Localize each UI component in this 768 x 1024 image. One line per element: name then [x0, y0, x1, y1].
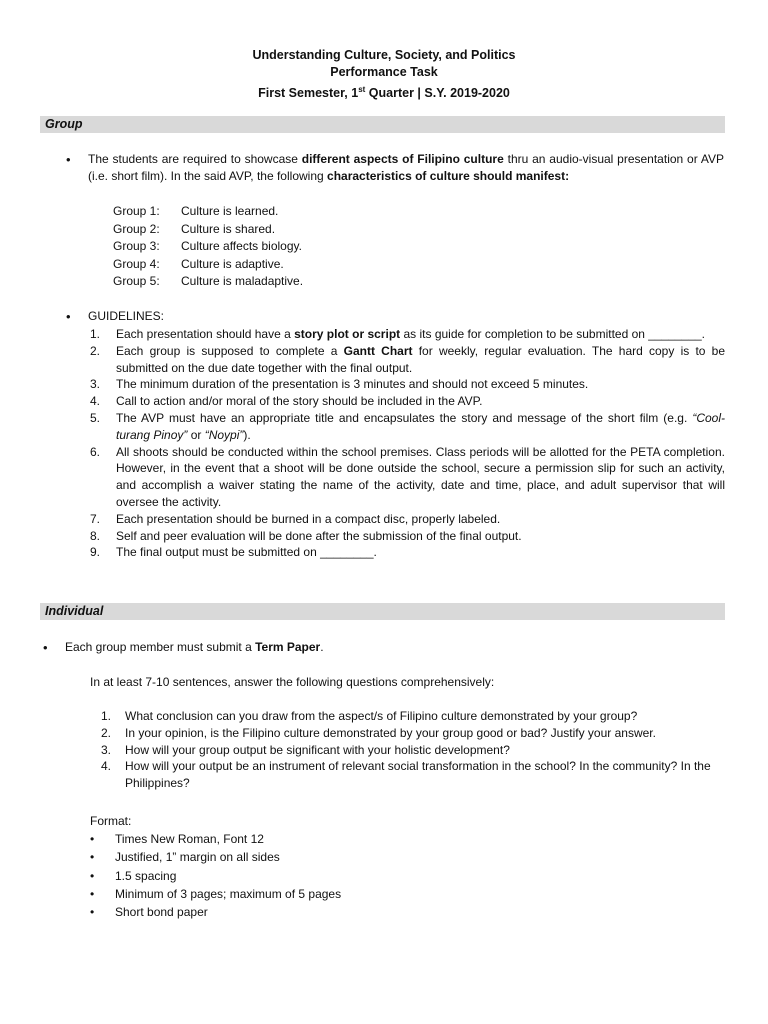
list-item: • Minimum of 3 pages; maximum of 5 pages	[90, 885, 341, 903]
list-item: 7. Each presentation should be burned in a compact disc, properly labeled.	[90, 511, 501, 526]
list-item: 2. In your opinion, is the Filipino culture demonstrated by your group good or bad? Justify your answer.	[101, 725, 656, 740]
list-item: Group 1: Culture is learned.	[113, 204, 279, 218]
list-item: Group 2: Culture is shared.	[113, 221, 276, 236]
list-item: 9. The final output must be submitted on ________.	[90, 545, 377, 560]
bullet-icon: •	[90, 905, 95, 920]
list-item: Group 5: Culture is maladaptive.	[113, 274, 304, 288]
bullet-icon: •	[66, 152, 71, 167]
bullet-icon: •	[90, 832, 95, 846]
group-section-bar	[40, 116, 725, 133]
list-item: Group 4: Culture is adaptive.	[113, 256, 284, 271]
format-label: Format:	[90, 814, 132, 828]
list-item: • Times New Roman, Font 12	[90, 830, 341, 848]
document-header	[0, 47, 768, 102]
list-item: 1. What conclusion can you draw from the aspect/s of Filipino culture demonstrated by your group?	[101, 709, 638, 723]
format-block	[90, 812, 341, 921]
bullet-icon: •	[90, 886, 95, 901]
individual-section-bar	[40, 603, 725, 620]
individual-instruction: In at least 7-10 sentences, answer the following questions comprehensively:	[90, 675, 495, 689]
bullet-icon: •	[43, 640, 48, 655]
list-item: Group 3: Culture affects biology.	[113, 239, 302, 253]
group-intro: • The students are required to showcase different aspects of Filipino culture thru an audio-visual presentation or AVP (i.e. short film). In the said AVP, the following characteristics of culture should manifest:	[66, 152, 724, 183]
term-line: First Semester, 1st Quarter | S.Y. 2019-2020	[258, 85, 510, 101]
course-title: Understanding Culture, Society, and Politics	[252, 48, 516, 62]
bullet-icon: •	[66, 309, 71, 324]
individual-intro: • Each group member must submit a Term Paper.	[43, 640, 324, 655]
list-item: • 1.5 spacing	[90, 867, 341, 885]
guidelines-heading: • GUIDELINES:	[66, 309, 165, 324]
list-item: 2. Each group is supposed to complete a Gantt Chart for weekly, regular evaluation. The hard copy is to be submitted on the due date together with the final output.	[90, 343, 726, 375]
list-item: • Short bond paper	[90, 903, 341, 921]
list-item: 6. All shoots should be conducted within the school premises. Class periods will be allotted for the PETA completion. However, in the event that a shoot will be done outside the school, secure a permission slip for such an activity, and accomplish a waiver stating the name of the activity, date and time, place, and adult supervisor that will oversee the activity.	[90, 444, 725, 509]
bullet-icon: •	[90, 850, 95, 865]
list-item: 3. How will your group output be significant with your holistic development?	[101, 742, 510, 757]
individual-section-label: Individual	[45, 604, 104, 618]
list-item: 3. The minimum duration of the presentation is 3 minutes and should not exceed 5 minutes.	[90, 377, 589, 392]
task-title: Performance Task	[330, 65, 438, 79]
list-item: 4. Call to action and/or moral of the story should be included in the AVP.	[90, 394, 483, 409]
group-section-label: Group	[45, 117, 83, 131]
list-item: 4. How will your output be an instrument of relevant social transformation in the school? In the community? In the Philippines?	[101, 759, 711, 791]
list-item: 1. Each presentation should have a story plot or script as its guide for completion to be submitted on ________.	[90, 327, 706, 341]
guidelines-list	[90, 326, 725, 561]
bullet-icon: •	[90, 868, 95, 883]
group-assignments	[113, 203, 303, 291]
list-item: 5. The AVP must have an appropriate title and encapsulates the story and message of the short film (e.g. “Cool-turang Pinoy” or “Noypi”).	[90, 410, 725, 442]
questions-list	[101, 708, 726, 792]
list-item: • Justified, 1” margin on all sides	[90, 848, 341, 866]
list-item: 8. Self and peer evaluation will be done after the submission of the final output.	[90, 528, 522, 543]
